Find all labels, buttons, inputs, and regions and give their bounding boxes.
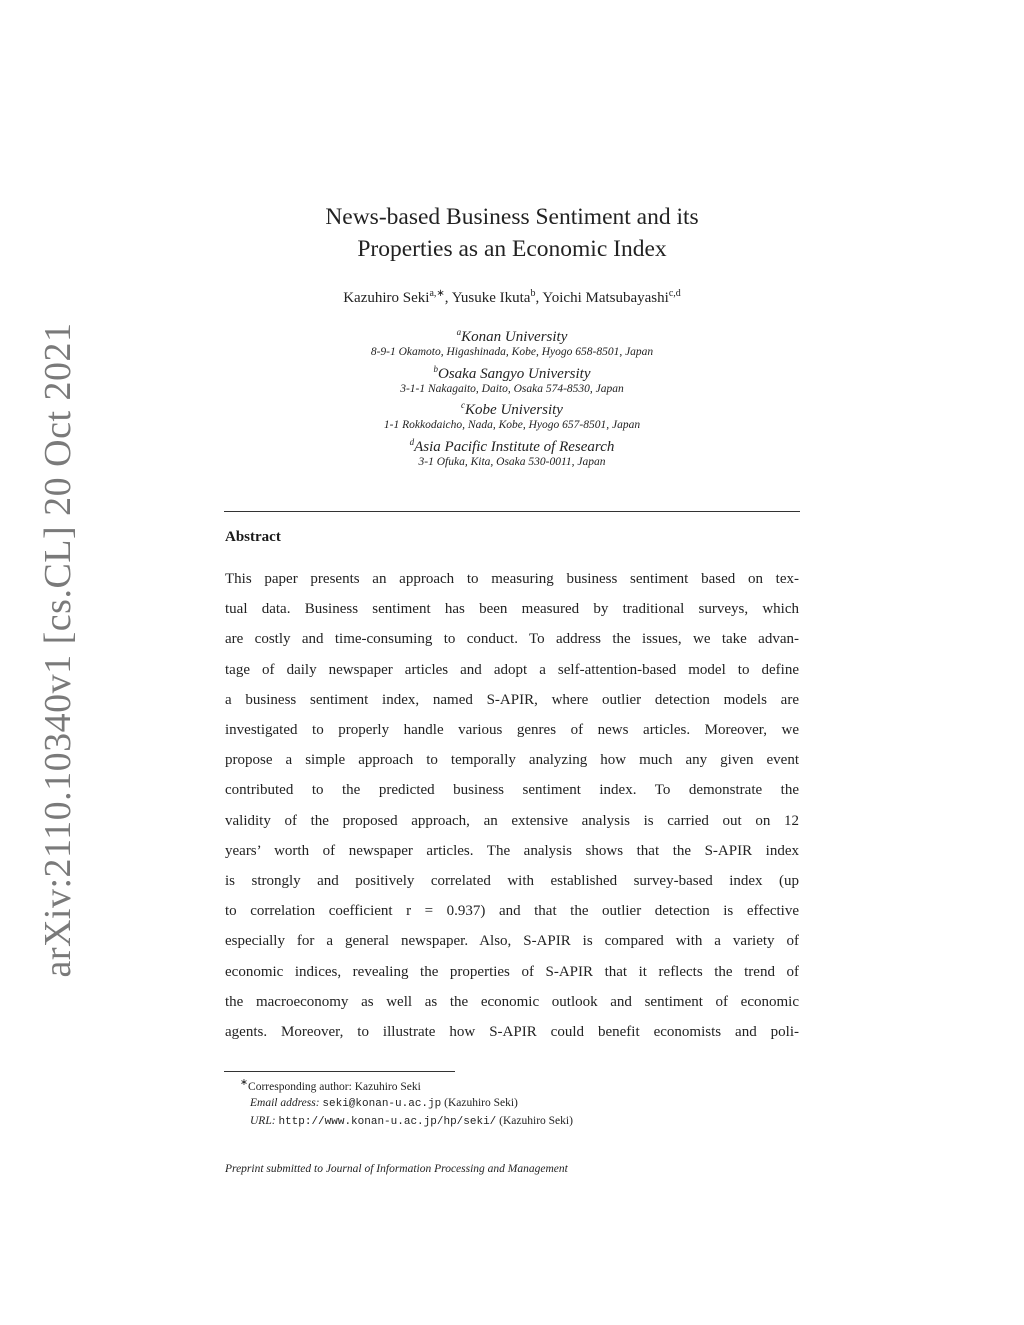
abstract-line: contributed to the predicted business sentiment index. To demonstrate the (225, 782, 799, 799)
abstract-line: especially for a general newspaper. Also, S-APIR is compared with a variety of (225, 933, 799, 950)
title-line-1: News-based Business Sentiment and its (325, 204, 699, 230)
author-name: Yoichi Matsubayashi (542, 290, 669, 306)
author-superscript: a,∗ (429, 288, 445, 299)
abstract-line: to correlation coefficient r = 0.937) and that the outlier detection is effective (225, 903, 799, 920)
abstract-line: years’ worth of newspaper articles. The analysis shows that the S-APIR index (225, 842, 799, 859)
url-link[interactable]: http://www.konan-u.ac.jp/hp/seki/ (278, 1115, 497, 1128)
author-superscript: c,d (668, 288, 681, 299)
abstract-line: tage of daily newspaper articles and adopt a self-attention-based model to define (225, 661, 799, 678)
abstract-line: agents. Moreover, to illustrate how S-APIR could benefit economists and poli- (225, 1024, 799, 1041)
footnote (224, 1075, 800, 1130)
arxiv-identifier: arXiv:2110.10340v1 [cs.CL] 20 Oct 2021 (37, 322, 79, 978)
affiliation-address: 3-1 Ofuka, Kita, Osaka 530-0011, Japan (418, 455, 606, 468)
affiliation-name: $^a$Konan University (456, 327, 568, 345)
affiliation-address: 3-1-1 Nakagaito, Daito, Osaka 574-8530, Japan (400, 382, 624, 395)
affiliation-name: $^c$Kobe University (461, 400, 563, 418)
abstract-line: is strongly and positively correlated with established survey-based index (up (225, 873, 799, 890)
abstract-line: investigated to properly handle various genres of news articles. Moreover, we (225, 722, 799, 739)
affiliation-name: $^d$Asia Pacific Institute of Research (409, 436, 615, 455)
author-superscript: b (530, 288, 536, 299)
abstract-body (225, 564, 799, 1047)
footnote-rule (224, 1071, 455, 1072)
author-name: Kazuhiro Seki (343, 290, 430, 306)
author-list: Kazuhiro Seki$^{a,∗}$, Yusuke Ikuta$^b$, Yoichi Matsubayashi$^{c,d}$ (343, 288, 681, 306)
author-name: Yusuke Ikuta (451, 290, 531, 306)
footnote-url: URL: http://www.konan-u.ac.jp/hp/seki/ (Kazuhiro Seki) (250, 1114, 573, 1128)
abstract-line: tual data. Business sentiment has been measured by traditional surveys, which (225, 601, 799, 618)
abstract-line: economic indices, revealing the properties of S-APIR that it reflects the trend of (225, 963, 799, 980)
abstract-line: validity of the proposed approach, an extensive analysis is carried out on 12 (225, 812, 799, 829)
email-link[interactable]: seki@konan-u.ac.jp (322, 1098, 442, 1111)
footnote-marker: ∗ (240, 1077, 249, 1088)
abstract-line: a business sentiment index, named S-APIR, where outlier detection models are (225, 691, 799, 708)
affiliation-list (0, 324, 1024, 470)
affiliation-address: 1-1 Rokkodaicho, Nada, Kobe, Hyogo 657-8501, Japan (383, 419, 641, 431)
footnote-email: Email address: seki@konan-u.ac.jp (Kazuhiro Seki) (250, 1097, 518, 1111)
abstract-line: This paper presents an approach to measuring business sentiment based on tex- (225, 571, 799, 587)
title-line-2: Properties as an Economic Index (357, 236, 667, 262)
abstract-top-rule (224, 511, 800, 512)
abstract-line: the macroeconomy as well as the economic outlook and sentiment of economic (225, 993, 799, 1010)
abstract-heading: Abstract (225, 529, 281, 545)
abstract-line: propose a simple approach to temporally analyzing how much any given event (225, 752, 799, 769)
paper-title (0, 201, 1024, 265)
affiliation-name: $^b$Osaka Sangyo University (433, 363, 591, 382)
footnote-corresponding: ∗Corresponding author: Kazuhiro Seki (240, 1077, 421, 1093)
abstract-line: are costly and time-consuming to conduct. To address the issues, we take advan- (225, 631, 799, 648)
affiliation-address: 8-9-1 Okamoto, Higashinada, Kobe, Hyogo 658-8501, Japan (370, 346, 654, 358)
preprint-note: Preprint submitted to Journal of Information Processing and Management (225, 1163, 568, 1175)
